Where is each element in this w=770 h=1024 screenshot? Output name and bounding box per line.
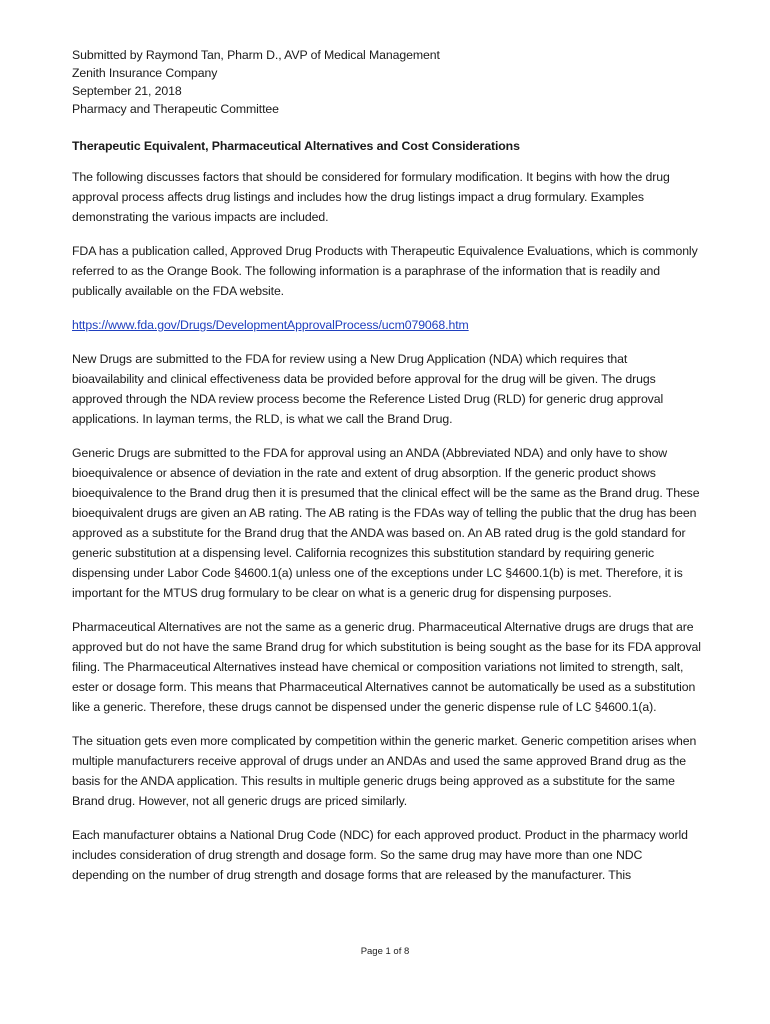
header-committee: Pharmacy and Therapeutic Committee [72,102,279,116]
paragraph-ndc: Each manufacturer obtains a National Drug Code (NDC) for each approved product. Product in the pharmacy world includes consideration of drug strength and dosage form. So the same drug may have more than one NDC depending on the number of drug strength and dosage forms that are released by the manufacturer. This [72,828,688,882]
submission-header [72,46,702,118]
paragraph-generic-competition: The situation gets even more complicated by competition within the generic market. Generic competition arises when multiple manufacturers receive approval of drugs under an ANDAs and used the same approved Brand drug as the basis for the ANDA application. This results in multiple generic drugs being approved as a substitute for the same Brand drug. However, not all generic drugs are priced similarly. [72,734,697,808]
document-body [72,46,702,899]
paragraph-intro: The following discusses factors that should be considered for formulary modification. It begins with how the drug approval process affects drug listings and includes how the drug listings impact a drug formulary. Examples demonstrating the various impacts are included. [72,170,670,224]
paragraph-orange-book: FDA has a publication called, Approved Drug Products with Therapeutic Equivalence Evaluations, which is commonly referred to as the Orange Book. The following information is a paraphrase of the information that is readily and publically available on the FDA website. [72,244,698,298]
header-company: Zenith Insurance Company [72,66,218,80]
paragraph-generic-drugs: Generic Drugs are submitted to the FDA for approval using an ANDA (Abbreviated NDA) and only have to show bioequivalence or absence of deviation in the rate and extent of drug absorption. If the generic product shows bioequivalence to the Brand drug then it is presumed that the clinical effect will be the same as the Brand drug. These bioequivalent drugs are given an AB rating. The AB rating is the FDAs way of telling the public that the drug has been approved as a substitute for the Brand drug that the ANDA was based on. An AB rated drug is the gold standard for generic substitution at a dispensing level. California recognizes this substitution standard by requiring generic dispensing under Labor Code §4600.1(a) unless one of the exceptions under LC §4600.1(b) is met. Therefore, it is important for the MTUS drug formulary to be clear on what is a generic drug for dispensing purposes. [72,446,700,600]
document-title: Therapeutic Equivalent, Pharmaceutical Alternatives and Cost Considerations [72,139,520,153]
header-date: September 21, 2018 [72,84,182,98]
page-number: Page 1 of 8 [360,946,410,957]
fda-website-link[interactable]: https://www.fda.gov/Drugs/DevelopmentApprovalProcess/ucm079068.htm [72,318,469,332]
paragraph-pharmaceutical-alternatives: Pharmaceutical Alternatives are not the same as a generic drug. Pharmaceutical Alternative drugs are drugs that are approved but do not have the same Brand drug for which substitution is being sought as the base for its FDA approval filing. The Pharmaceutical Alternatives instead have chemical or composition variations not limited to strength, salt, ester or dosage form. This means that Pharmaceutical Alternatives cannot be automatically be used as a substitution like a generic. Therefore, these drugs cannot be dispensed under the generic dispense rule of LC §4600.1(a). [72,620,701,714]
header-submitter: Submitted by Raymond Tan, Pharm D., AVP of Medical Management [72,48,440,62]
paragraph-new-drugs: New Drugs are submitted to the FDA for review using a New Drug Application (NDA) which requires that bioavailability and clinical effectiveness data be provided before approval for the drug will be given. The drugs approved through the NDA review process become the Reference Listed Drug (RLD) for generic drug approval applications. In layman terms, the RLD, is what we call the Brand Drug. [72,352,664,426]
